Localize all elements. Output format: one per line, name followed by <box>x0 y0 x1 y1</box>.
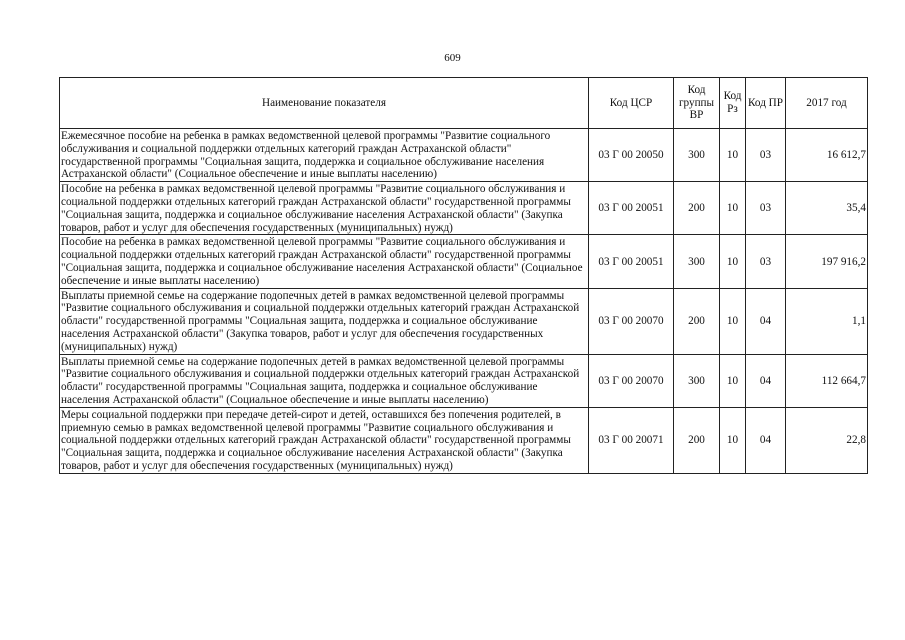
header-pr: Код ПР <box>746 78 786 129</box>
row-pr: 04 <box>746 288 786 354</box>
header-year: 2017 год <box>786 78 868 129</box>
row-rz: 10 <box>720 235 746 288</box>
row-amount: 112 664,7 <box>786 354 868 407</box>
row-vr: 300 <box>674 129 720 182</box>
row-vr: 200 <box>674 182 720 235</box>
row-amount: 22,8 <box>786 407 868 473</box>
row-pr: 03 <box>746 129 786 182</box>
row-name: Пособие на ребенка в рамках ведомственной целевой программы "Развитие социального обслуживания и социальной поддержки отдельных категорий граждан Астраханской области" государственной программы "Социальная защита, поддержка и социальное обслуживание населения Астраханской области" (Социальное обеспечение и иные выплаты населению) <box>60 235 589 288</box>
page-number: 609 <box>444 52 461 64</box>
row-amount: 1,1 <box>786 288 868 354</box>
row-vr: 200 <box>674 407 720 473</box>
row-rz: 10 <box>720 129 746 182</box>
header-rz: Код Рз <box>720 78 746 129</box>
row-csr: 03 Г 00 20070 <box>589 288 674 354</box>
row-vr: 300 <box>674 354 720 407</box>
table-row <box>60 354 868 407</box>
row-rz: 10 <box>720 288 746 354</box>
header-csr: Код ЦСР <box>589 78 674 129</box>
row-rz: 10 <box>720 354 746 407</box>
header-name: Наименование показателя <box>60 78 589 129</box>
row-pr: 04 <box>746 407 786 473</box>
table-row <box>60 288 868 354</box>
row-name: Выплаты приемной семье на содержание подопечных детей в рамках ведомственной целевой программы "Развитие социального обслуживания и социальной поддержки отдельных категорий граждан Астраханской области" государственной программы "Социальная защита, поддержка и социальное обслуживание населения Астраханской области" (Закупка товаров, работ и услуг для обеспечения государственных (муниципальных) нужд) <box>60 288 589 354</box>
row-pr: 04 <box>746 354 786 407</box>
table-row <box>60 182 868 235</box>
row-amount: 197 916,2 <box>786 235 868 288</box>
row-name: Ежемесячное пособие на ребенка в рамках ведомственной целевой программы "Развитие социального обслуживания и социальной поддержки отдельных категорий граждан Астраханской области" государственной программы "Социальная защита, поддержка и социальное обслуживание населения Астраханской области" (Социальное обеспечение и иные выплаты населению) <box>60 129 589 182</box>
row-vr: 200 <box>674 288 720 354</box>
row-rz: 10 <box>720 407 746 473</box>
row-csr: 03 Г 00 20070 <box>589 354 674 407</box>
table-header-row <box>60 78 868 129</box>
budget-table <box>59 77 868 474</box>
row-name: Пособие на ребенка в рамках ведомственной целевой программы "Развитие социального обслуживания и социальной поддержки отдельных категорий граждан Астраханской области" государственной программы "Социальная защита, поддержка и социальное обслуживание населения Астраханской области" (Закупка товаров, работ и услуг для обеспечения государственных (муниципальных) нужд) <box>60 182 589 235</box>
row-pr: 03 <box>746 235 786 288</box>
row-name: Меры социальной поддержки при передаче детей-сирот и детей, оставшихся без попечения родителей, в приемную семью в рамках ведомственной целевой программы "Развитие социального обслуживания и социальной поддержки отдельных категорий граждан Астраханской области" государственной программы "Социальная защита, поддержка и социальное обслуживание населения Астраханской области" (Закупка товаров, работ и услуг для обеспечения государственных (муниципальных) нужд) <box>60 407 589 473</box>
header-vr: Код группы ВР <box>674 78 720 129</box>
table-row <box>60 235 868 288</box>
table-row <box>60 407 868 473</box>
row-vr: 300 <box>674 235 720 288</box>
row-pr: 03 <box>746 182 786 235</box>
row-csr: 03 Г 00 20051 <box>589 182 674 235</box>
row-amount: 16 612,7 <box>786 129 868 182</box>
row-csr: 03 Г 00 20071 <box>589 407 674 473</box>
row-amount: 35,4 <box>786 182 868 235</box>
table-row <box>60 129 868 182</box>
row-rz: 10 <box>720 182 746 235</box>
row-name: Выплаты приемной семье на содержание подопечных детей в рамках ведомственной целевой программы "Развитие социального обслуживания и социальной поддержки отдельных категорий граждан Астраханской области" государственной программы "Социальная защита, поддержка и социальное обслуживание населения Астраханской области" (Социальное обеспечение и иные выплаты населению) <box>60 354 589 407</box>
row-csr: 03 Г 00 20051 <box>589 235 674 288</box>
row-csr: 03 Г 00 20050 <box>589 129 674 182</box>
